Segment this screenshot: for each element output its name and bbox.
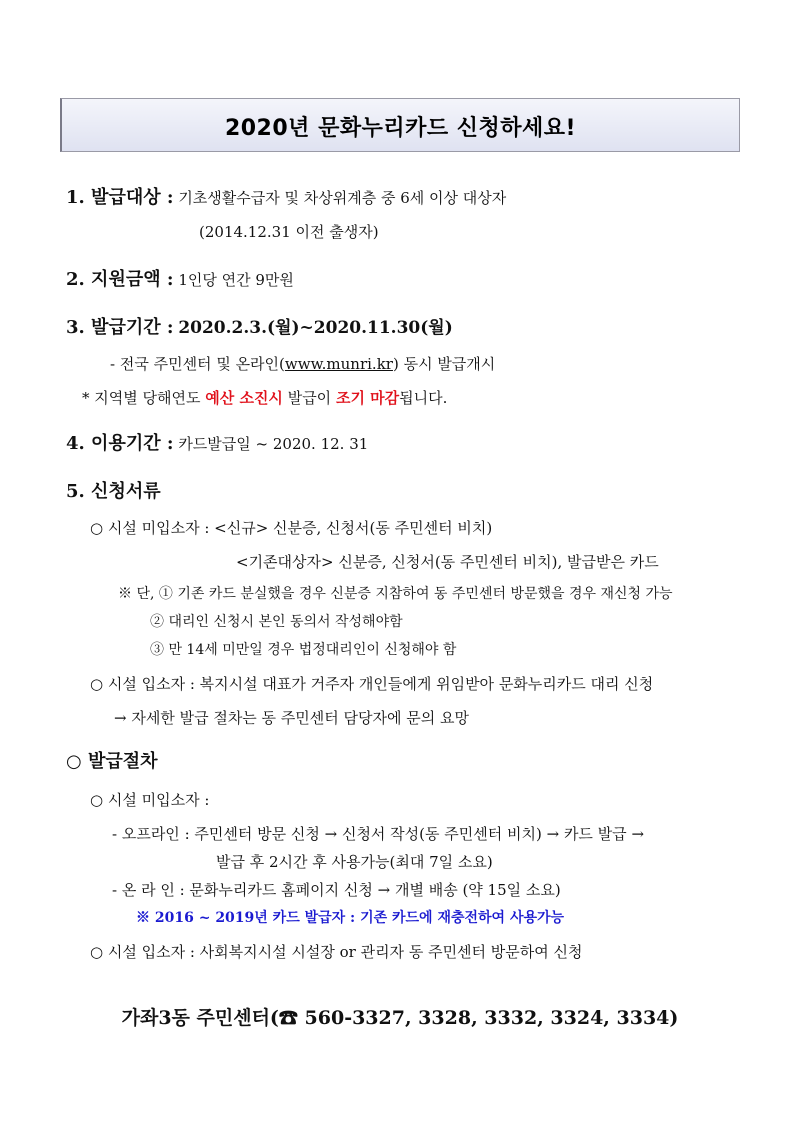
section-5-row2: <기존대상자> 신분증, 신청서(동 주민센터 비치), 발급받은 카드 [236, 553, 659, 571]
section-3-line1 [110, 354, 495, 374]
section-5-note3: ③ 만 14세 미만일 경우 법정대리인이 신청해야 함 [150, 642, 457, 658]
section-4 [66, 434, 368, 454]
note-part-a: * 지역별 당해연도 [82, 389, 206, 407]
section-3-period: 2020.2.3.(월)~2020.11.30(월) [178, 318, 453, 338]
page-title: 2020년 문화누리카드 신청하세요! [224, 116, 577, 141]
section-2 [66, 270, 294, 290]
procedure-label: ○ 발급절차 [66, 751, 158, 772]
section-5-label: 5. 신청서류 [66, 481, 161, 502]
section-4-label: 4. 이용기간 : [66, 433, 174, 454]
section-1-text: 기초생활수급자 및 차상위계층 중 6세 이상 대상자 [178, 189, 507, 207]
section-5-row4: → 자세한 발급 절차는 동 주민센터 담당자에 문의 요망 [114, 709, 470, 727]
section-3-note [82, 388, 447, 408]
procedure-offline-2: 발급 후 2시간 후 사용가능(최대 7일 소요) [216, 853, 493, 871]
section-5-note1: ※ 단, ① 기존 카드 분실했을 경우 신분증 지참하여 동 주민센터 방문했을 경우 재신청 가능 [118, 586, 673, 602]
section-3 [66, 318, 453, 338]
title-box [60, 98, 740, 152]
note-red-early-close: 조기 마감 [335, 389, 400, 407]
section-5-note2: ② 대리인 신청시 본인 동의서 작성해야함 [150, 614, 403, 630]
munri-link[interactable]: www.munri.kr [284, 355, 393, 373]
section-1-sub: (2014.12.31 이전 출생자) [199, 223, 379, 241]
note-red-budget: 예산 소진시 [205, 389, 283, 407]
procedure-offline-1: - 오프라인 : 주민센터 방문 신청 → 신청서 작성(동 주민센터 비치) → 카드 발급 → [112, 825, 645, 843]
note-part-c: 됩니다. [399, 389, 448, 407]
section-3-label: 3. 발급기간 : [66, 317, 174, 338]
section-3-line1-pre: - 전국 주민센터 및 온라인( [110, 355, 285, 373]
section-5-row3: ○ 시설 입소자 : 복지시설 대표가 거주자 개인들에게 위임받아 문화누리카드 대리 신청 [90, 675, 654, 693]
section-3-line1-post: ) 동시 발급개시 [392, 355, 496, 373]
section-2-label: 2. 지원금액 : [66, 269, 174, 290]
procedure-row1: ○ 시설 미입소자 : [90, 791, 210, 809]
procedure-row2: ○ 시설 입소자 : 사회복지시설 시설장 or 관리자 동 주민센터 방문하여 신청 [90, 943, 583, 961]
section-2-text: 1인당 연간 9만원 [178, 271, 294, 289]
procedure-blue-note: ※ 2016 ~ 2019년 카드 발급자 : 기존 카드에 재충전하여 사용가능 [136, 910, 565, 926]
note-part-b: 발급이 [282, 389, 336, 407]
section-1 [66, 188, 506, 208]
section-5-row1: ○ 시설 미입소자 : <신규> 신분증, 신청서(동 주민센터 비치) [90, 519, 493, 537]
footer-contact: 가좌3동 주민센터(☎ 560-3327, 3328, 3332, 3324, 3334) [121, 1007, 679, 1029]
section-4-text: 카드발급일 ~ 2020. 12. 31 [178, 435, 369, 453]
section-1-label: 1. 발급대상 : [66, 187, 174, 208]
procedure-online: - 온 라 인 : 문화누리카드 홈페이지 신청 → 개별 배송 (약 15일 소요) [112, 881, 561, 899]
